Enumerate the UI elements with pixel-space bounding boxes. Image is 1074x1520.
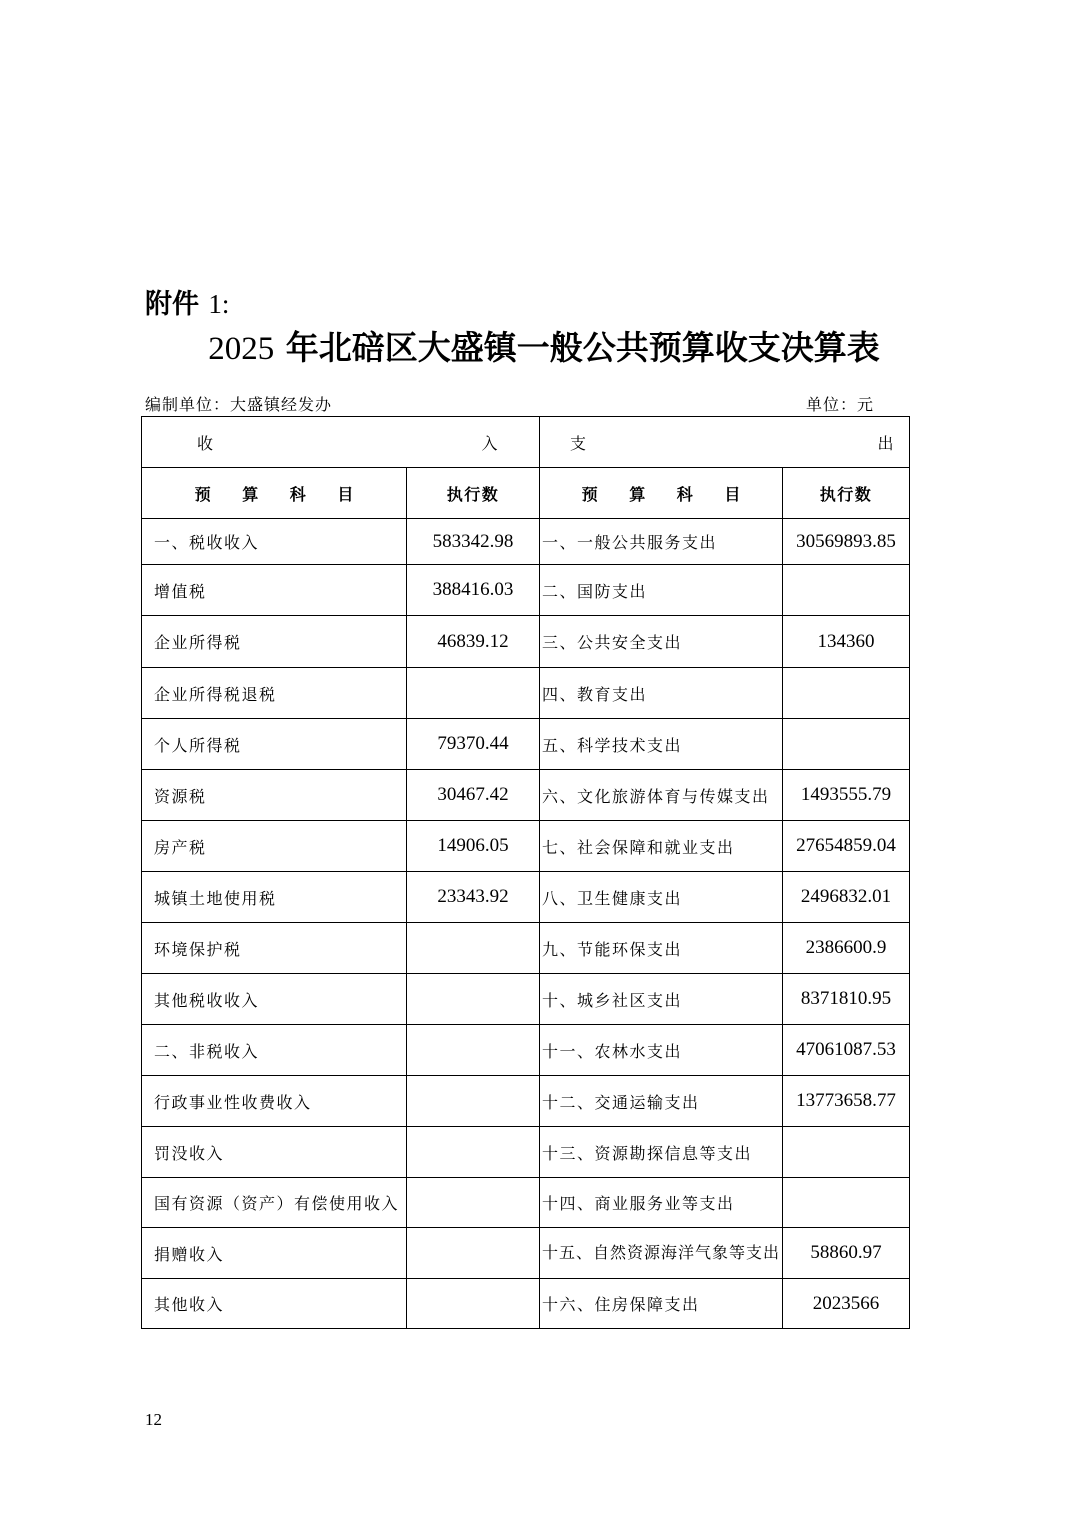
expense-amount: 8371810.95 — [783, 974, 910, 1025]
income-amount: 46839.12 — [407, 616, 540, 668]
expense-amount: 2386600.9 — [783, 923, 910, 974]
income-amount: 388416.03 — [407, 565, 540, 616]
expense-amount: 13773658.77 — [783, 1076, 910, 1127]
table-row — [142, 1279, 910, 1329]
income-item: 城镇土地使用税 — [142, 872, 407, 923]
expense-amount: 47061087.53 — [783, 1025, 910, 1076]
income-item: 环境保护税 — [142, 923, 407, 974]
expense-amount: 58860.97 — [783, 1228, 910, 1279]
expense-amount — [783, 719, 910, 770]
expense-amount — [783, 565, 910, 616]
table-row — [142, 821, 910, 872]
expense-item: 十二、交通运输支出 — [540, 1076, 783, 1127]
expense-subject-header: 预 算 科 目 — [540, 468, 783, 519]
income-item: 资源税 — [142, 770, 407, 821]
income-item: 其他税收收入 — [142, 974, 407, 1025]
table-row — [142, 668, 910, 719]
table-row — [142, 1178, 910, 1228]
income-amount — [407, 668, 540, 719]
income-amount — [407, 1076, 540, 1127]
income-item: 二、非税收入 — [142, 1025, 407, 1076]
expense-item: 八、卫生健康支出 — [540, 872, 783, 923]
table-row — [142, 719, 910, 770]
income-item: 个人所得税 — [142, 719, 407, 770]
expense-item: 一、一般公共服务支出 — [540, 519, 783, 565]
income-amount: 583342.98 — [407, 519, 540, 565]
income-item: 国有资源（资产）有偿使用收入 — [142, 1178, 407, 1228]
income-item: 房产税 — [142, 821, 407, 872]
income-item: 捐赠收入 — [142, 1228, 407, 1279]
income-subject-header: 预 算 科 目 — [142, 468, 407, 519]
currency-unit: 单位：元 — [806, 395, 875, 414]
expense-amount: 2496832.01 — [783, 872, 910, 923]
page-title — [0, 322, 1074, 369]
table-row — [142, 770, 910, 821]
income-item: 企业所得税 — [142, 616, 407, 668]
expense-item: 三、公共安全支出 — [540, 616, 783, 668]
expense-item: 十四、商业服务业等支出 — [540, 1178, 783, 1228]
income-amount — [407, 1228, 540, 1279]
expense-amount: 30569893.85 — [783, 519, 910, 565]
income-amount: 14906.05 — [407, 821, 540, 872]
income-amount — [407, 923, 540, 974]
expense-amount — [783, 668, 910, 719]
table-row — [142, 923, 910, 974]
income-amount — [407, 974, 540, 1025]
income-item: 其他收入 — [142, 1279, 407, 1329]
expense-amount — [783, 1178, 910, 1228]
expense-item: 二、国防支出 — [540, 565, 783, 616]
header-row-columns — [142, 468, 910, 519]
table-row — [142, 1228, 910, 1279]
income-amount-header: 执行数 — [407, 468, 540, 519]
table-row — [142, 974, 910, 1025]
expense-amount — [783, 1127, 910, 1178]
expense-item: 十、城乡社区支出 — [540, 974, 783, 1025]
table-row — [142, 519, 910, 565]
expense-item: 十三、资源勘探信息等支出 — [540, 1127, 783, 1178]
expense-amount-header: 执行数 — [783, 468, 910, 519]
expense-section-header: 支 出 — [540, 417, 910, 468]
income-item: 增值税 — [142, 565, 407, 616]
header-row-sections — [142, 417, 910, 468]
table-row — [142, 1127, 910, 1178]
table-row — [142, 1076, 910, 1127]
title-year: 2025 — [208, 331, 275, 367]
income-amount — [407, 1127, 540, 1178]
table-row — [142, 1025, 910, 1076]
income-item: 一、税收收入 — [142, 519, 407, 565]
expense-item: 十一、农林水支出 — [540, 1025, 783, 1076]
expense-item: 五、科学技术支出 — [540, 719, 783, 770]
page-number: 12 — [145, 1410, 162, 1429]
income-amount — [407, 1178, 540, 1228]
table-row — [142, 872, 910, 923]
expense-amount: 2023566 — [783, 1279, 910, 1329]
expense-amount: 27654859.04 — [783, 821, 910, 872]
income-item: 行政事业性收费收入 — [142, 1076, 407, 1127]
income-amount — [407, 1279, 540, 1329]
income-item: 罚没收入 — [142, 1127, 407, 1178]
expense-amount: 134360 — [783, 616, 910, 668]
table-row — [142, 565, 910, 616]
expense-item: 十六、住房保障支出 — [540, 1279, 783, 1329]
expense-item: 四、教育支出 — [540, 668, 783, 719]
income-amount — [407, 1025, 540, 1076]
attachment-number: 1: — [208, 289, 230, 319]
expense-item: 九、节能环保支出 — [540, 923, 783, 974]
title-text: 年北碚区大盛镇一般公共预算收支决算表 — [285, 328, 880, 367]
expense-item: 六、文化旅游体育与传媒支出 — [540, 770, 783, 821]
expense-amount: 1493555.79 — [783, 770, 910, 821]
budget-table — [141, 416, 910, 1329]
attachment-label: 附件 1: — [145, 289, 230, 320]
income-section-header: 收 入 — [142, 417, 540, 468]
compiling-unit: 编制单位：大盛镇经发办 — [145, 395, 333, 414]
income-amount: 23343.92 — [407, 872, 540, 923]
expense-item: 七、社会保障和就业支出 — [540, 821, 783, 872]
expense-item: 十五、自然资源海洋气象等支出 — [540, 1228, 783, 1279]
income-item: 企业所得税退税 — [142, 668, 407, 719]
income-amount: 30467.42 — [407, 770, 540, 821]
table-row — [142, 616, 910, 668]
income-amount: 79370.44 — [407, 719, 540, 770]
